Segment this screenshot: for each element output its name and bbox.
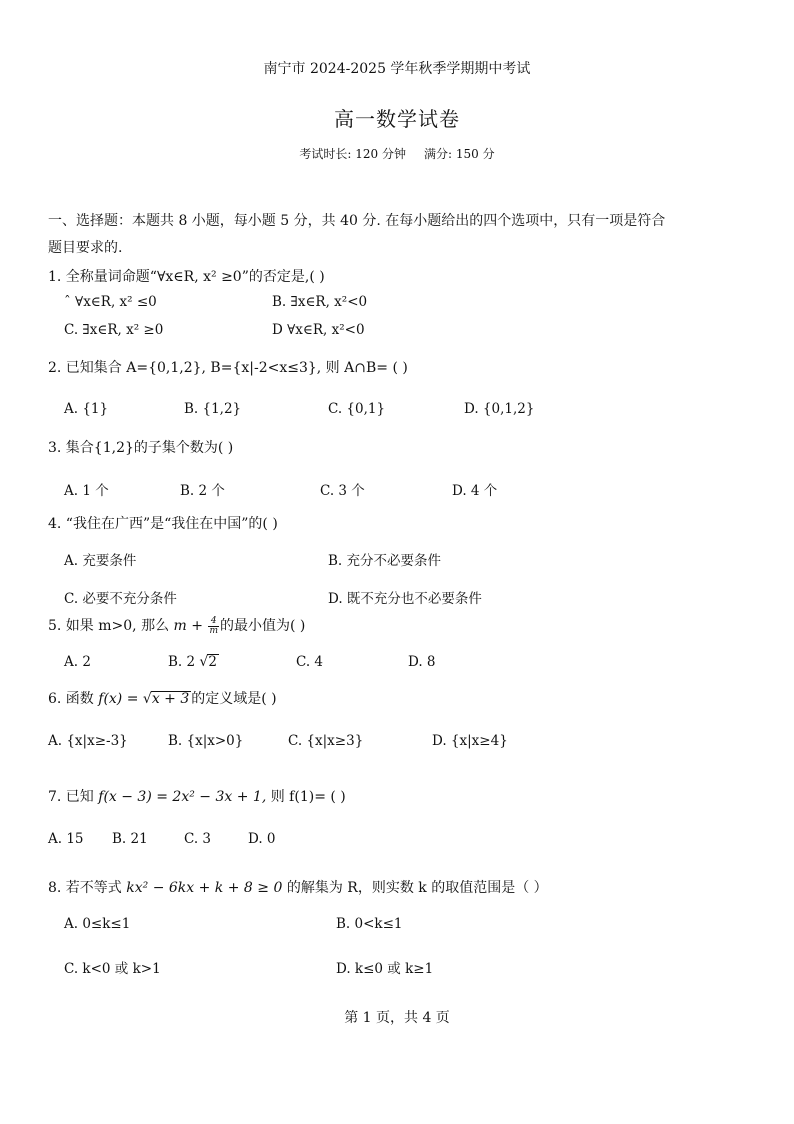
question-5-option-d: D. 8: [408, 654, 436, 670]
question-7-expression: f(x − 3) = 2x² − 3x + 1,: [98, 789, 267, 805]
section-heading-line2: 题目要求的.: [48, 240, 123, 256]
question-6-option-d: D. {x|x≥4}: [432, 733, 508, 749]
question-5-fraction: [208, 617, 219, 636]
question-2-option-b: B. {1,2}: [184, 401, 242, 417]
question-5-option-c: C. 4: [296, 654, 324, 670]
question-6-stem: [48, 688, 277, 708]
question-2-option-c: C. {0,1}: [328, 401, 386, 417]
question-1-option-d: D ∀x∈R, x²<0: [272, 322, 365, 338]
question-4-stem: 4. “我住在广西”是“我住在中国”的( ): [48, 516, 278, 532]
question-7-stem-post: 则 f(1)= ( ): [266, 789, 346, 805]
question-3-option-c: C. 3 个: [320, 483, 365, 499]
question-6-radicand: x + 3: [151, 691, 190, 707]
question-6-stem-pre: 6. 函数: [48, 691, 99, 707]
question-7-stem: [48, 786, 346, 806]
question-2-option-d: D. {0,1,2}: [464, 401, 535, 417]
question-7-option-a: A. 15: [48, 831, 84, 847]
question-6-option-a: A. {x|x≥-3}: [48, 733, 128, 749]
question-1-option-c: C. ∃x∈R, x² ≥0: [64, 322, 164, 338]
question-5-stem: [48, 615, 305, 636]
option-b-prefix: B. 2: [168, 654, 200, 670]
question-5-stem-pre: 5. 如果 m>0, 那么: [48, 618, 174, 634]
option-b-radicand: 2: [208, 654, 217, 670]
question-8-option-c: C. k<0 或 k>1: [64, 961, 161, 977]
question-4-option-d: D. 既不充分也不必要条件: [328, 591, 482, 607]
question-7-option-d: D. 0: [248, 831, 276, 847]
question-2-option-a: A. {1}: [64, 401, 109, 417]
question-2-stem: 2. 已知集合 A={0,1,2}, B={x|-2<x≤3}, 则 A∩B= ( ): [48, 360, 408, 376]
question-3-option-a: A. 1 个: [64, 483, 109, 499]
question-6-stem-post: 的定义域是( ): [191, 691, 277, 707]
full-score: 满分: 150 分: [424, 147, 495, 161]
page-number: 第 1 页，共 4 页: [344, 1010, 450, 1026]
question-5-option-b: B. 2 √2: [168, 654, 217, 670]
fraction-denominator: m: [209, 625, 218, 636]
question-5-expression: m +: [173, 618, 208, 634]
section-heading-line1: 一、选择题：本题共 8 小题，每小题 5 分，共 40 分. 在每小题给出的四个选项中，只有一项是符合: [48, 213, 666, 229]
question-5-option-a: A. 2: [64, 654, 91, 670]
exam-meta: [0, 145, 794, 162]
question-8-expression: kx² − 6kx + k + 8 ≥ 0: [126, 880, 283, 896]
question-1-stem: 1. 全称量词命题“∀x∈R, x² ≥0”的否定是,( ): [48, 269, 325, 285]
question-3-option-d: D. 4 个: [452, 483, 498, 499]
question-5-stem-post: 的最小值为( ): [219, 618, 306, 634]
question-3-stem: 3. 集合{1,2}的子集个数为( ): [48, 440, 234, 456]
question-6-option-c: C. {x|x≥3}: [288, 733, 364, 749]
question-8-stem: [48, 877, 548, 897]
question-8-option-d: D. k≤0 或 k≥1: [336, 961, 434, 977]
question-8-stem-pre: 8. 若不等式: [48, 880, 127, 896]
question-3-option-b: B. 2 个: [180, 483, 225, 499]
exam-name: 南宁市 2024-2025 学年秋季学期期中考试: [263, 61, 531, 77]
question-1-option-a: ˆ ∀x∈R, x² ≤0: [64, 294, 157, 310]
page-title: 高一数学试卷: [334, 107, 460, 131]
question-7-option-b: B. 21: [112, 831, 148, 847]
question-8-stem-post: 的解集为 R，则实数 k 的取值范围是（ ）: [282, 880, 548, 896]
question-4-option-b: B. 充分不必要条件: [328, 553, 442, 569]
question-1-option-b: B. ∃x∈R, x²<0: [272, 294, 368, 310]
question-6-expression: f(x) = √: [98, 691, 152, 707]
question-8-option-a: A. 0≤k≤1: [64, 916, 131, 932]
fraction-numerator: 4: [208, 617, 219, 627]
question-8-option-b: B. 0<k≤1: [336, 916, 403, 932]
time-limit: 考试时长: 120 分钟: [299, 147, 406, 161]
question-6-option-b: B. {x|x>0}: [168, 733, 244, 749]
question-4-option-a: A. 充要条件: [64, 553, 137, 569]
question-7-option-c: C. 3: [184, 831, 212, 847]
question-4-option-c: C. 必要不充分条件: [64, 591, 177, 607]
question-7-stem-pre: 7. 已知: [48, 789, 99, 805]
